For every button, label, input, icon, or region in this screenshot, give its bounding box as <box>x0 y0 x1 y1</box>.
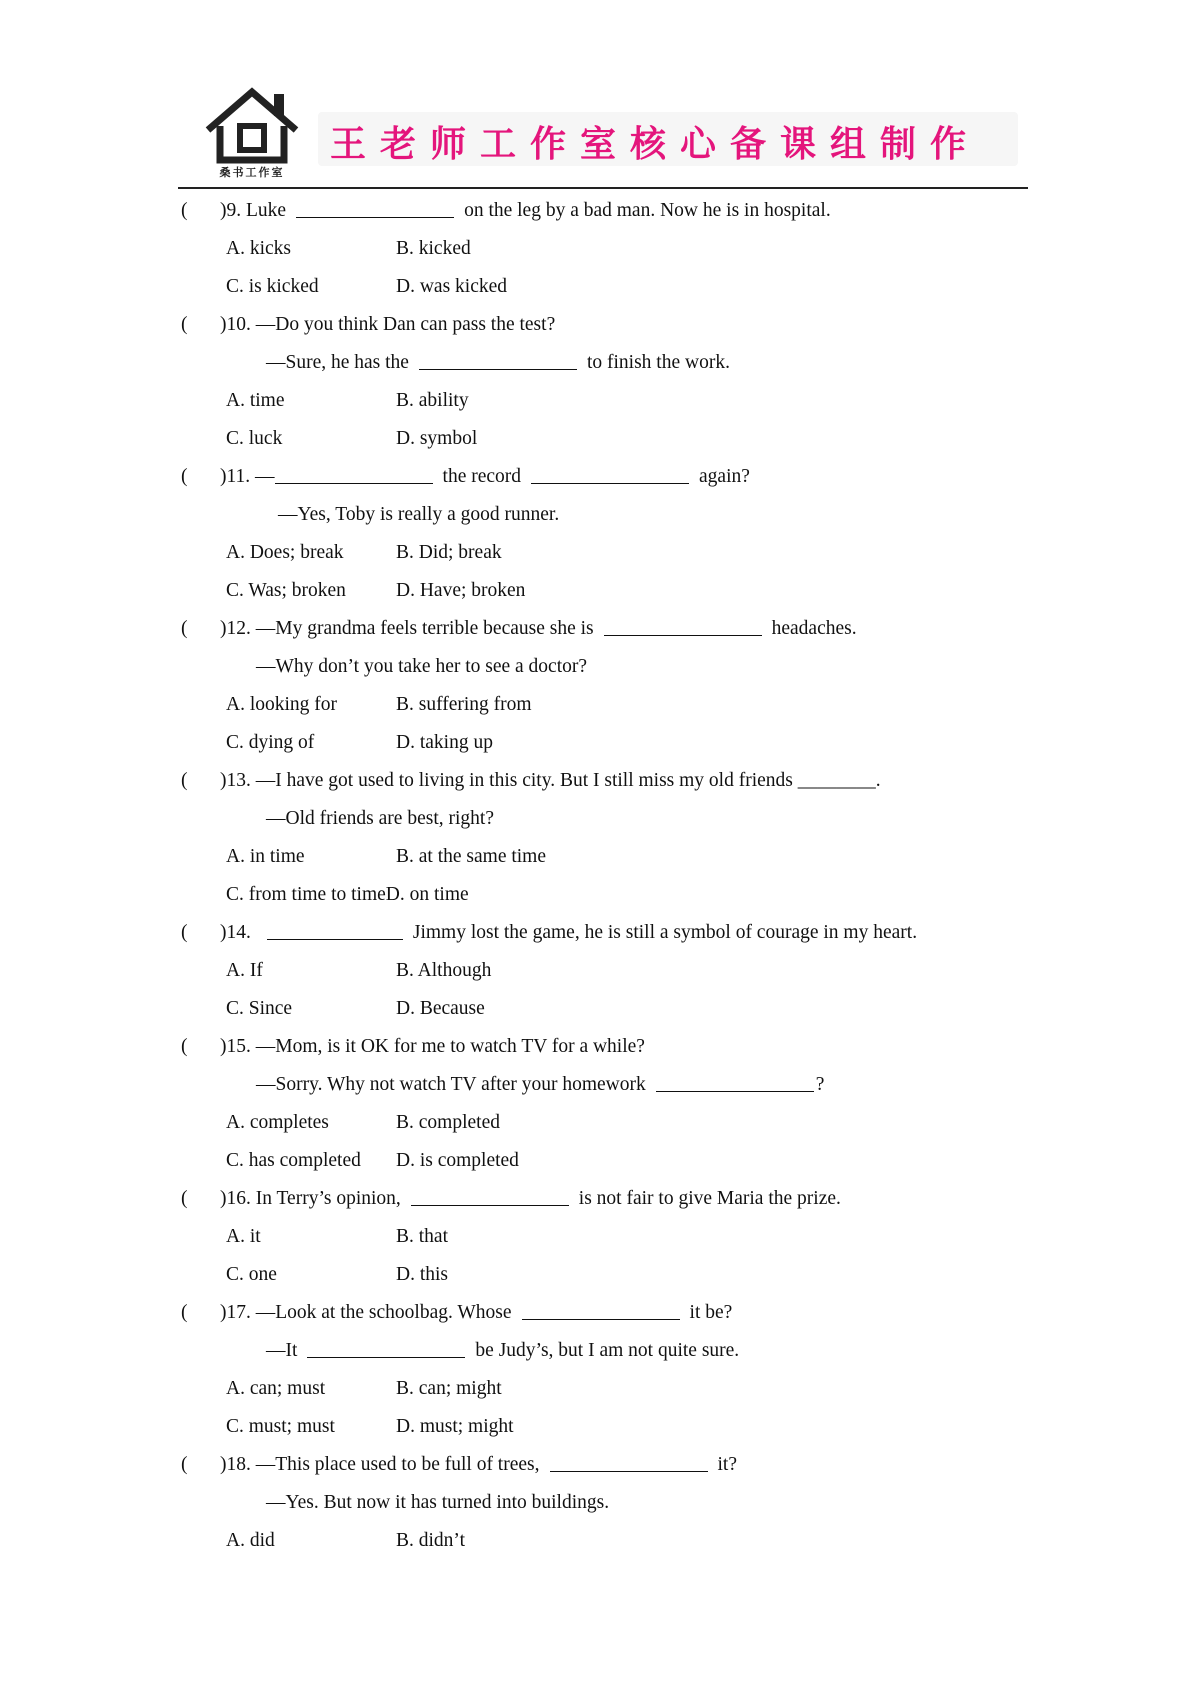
answer-blank <box>307 1357 465 1358</box>
answer-blank <box>411 1205 569 1206</box>
question-list <box>0 192 1200 1560</box>
option-a: A. time <box>226 390 285 411</box>
question-text: )14. <box>220 922 251 943</box>
answer-blank <box>267 939 403 940</box>
options-row <box>0 420 1200 458</box>
option-a: A. looking for <box>226 694 338 715</box>
option-c: C. Since <box>226 998 293 1019</box>
options-row <box>0 990 1200 1028</box>
option-d: D. is completed <box>396 1150 519 1171</box>
option-c-d: C. from time to timeD. on time <box>226 884 469 905</box>
option-a: A. kicks <box>226 238 291 259</box>
question-text: )18. —This place used to be full of trees, <box>220 1454 540 1475</box>
question-16 <box>0 1180 1200 1218</box>
option-d: D. taking up <box>396 732 493 753</box>
options-row <box>0 724 1200 762</box>
reply-text: —Why don’t you take her to see a doctor? <box>256 656 588 677</box>
option-b: B. completed <box>396 1112 500 1133</box>
question-text: )9. Luke <box>220 200 287 221</box>
options-row <box>0 572 1200 610</box>
options-row <box>0 1370 1200 1408</box>
question-18 <box>0 1446 1200 1484</box>
option-b: B. at the same time <box>396 846 547 867</box>
answer-paren: ( <box>181 200 188 221</box>
option-d: D. this <box>396 1264 449 1285</box>
reply-text: —Yes, Toby is really a good runner. <box>278 504 560 525</box>
header-rule <box>178 187 1028 189</box>
option-a: A. completes <box>226 1112 329 1133</box>
question-text: )17. —Look at the schoolbag. Whose <box>220 1302 512 1323</box>
answer-paren: ( <box>181 1188 188 1209</box>
question-text: again? <box>699 466 750 487</box>
option-d: D. symbol <box>396 428 478 449</box>
question-12 <box>0 610 1200 648</box>
reply-text: —Sorry. Why not watch TV after your homework <box>256 1074 646 1095</box>
question-text: )12. —My grandma feels terrible because she is <box>220 618 594 639</box>
option-b: B. ability <box>396 390 469 411</box>
option-c: C. luck <box>226 428 283 449</box>
options-row <box>0 534 1200 572</box>
options-row <box>0 952 1200 990</box>
answer-paren: ( <box>181 770 188 791</box>
question-text: is not fair to give Maria the prize. <box>578 1188 841 1209</box>
option-a: A. it <box>226 1226 261 1247</box>
option-c: C. Was; broken <box>226 580 346 601</box>
reply-line <box>0 1484 1200 1522</box>
reply-line <box>0 1066 1200 1104</box>
question-11 <box>0 458 1200 496</box>
reply-text: ? <box>815 1074 825 1095</box>
options-row <box>0 1522 1200 1560</box>
option-d: D. Because <box>396 998 485 1019</box>
options-row <box>0 1218 1200 1256</box>
options-row <box>0 876 1200 914</box>
option-b: B. suffering from <box>396 694 532 715</box>
question-text: it be? <box>689 1302 733 1323</box>
option-b: B. Did; break <box>396 542 502 563</box>
option-c: C. one <box>226 1264 277 1285</box>
reply-text: —It <box>266 1340 298 1361</box>
options-row <box>0 268 1200 306</box>
option-b: B. kicked <box>396 238 471 259</box>
reply-line <box>0 496 1200 534</box>
logo-caption: 桑书工作室 <box>219 166 285 179</box>
option-b: B. that <box>396 1226 448 1247</box>
answer-blank <box>296 217 454 218</box>
answer-blank <box>531 483 689 484</box>
reply-line <box>0 800 1200 838</box>
page-header <box>180 86 1028 188</box>
answer-paren: ( <box>181 1302 188 1323</box>
answer-paren: ( <box>181 618 188 639</box>
answer-blank <box>275 483 433 484</box>
answer-blank <box>550 1471 708 1472</box>
option-d: D. was kicked <box>396 276 508 297</box>
answer-paren: ( <box>181 1036 188 1057</box>
answer-blank <box>604 635 762 636</box>
option-b: B. Although <box>396 960 492 981</box>
answer-paren: ( <box>181 314 188 335</box>
question-text: the record <box>442 466 522 487</box>
question-text: headaches. <box>771 618 857 639</box>
answer-blank <box>656 1091 814 1092</box>
question-text: on the leg by a bad man. Now he is in hospital. <box>464 200 831 221</box>
question-13 <box>0 762 1200 800</box>
answer-blank <box>522 1319 680 1320</box>
reply-text: be Judy’s, but I am not quite sure. <box>475 1340 740 1361</box>
answer-paren: ( <box>181 466 188 487</box>
question-text: Jimmy lost the game, he is still a symbol of courage in my heart. <box>412 922 918 943</box>
option-d: D. must; might <box>396 1416 514 1437</box>
question-text: )16. In Terry’s opinion, <box>220 1188 401 1209</box>
answer-paren: ( <box>181 1454 188 1475</box>
question-14 <box>0 914 1200 952</box>
option-c: C. has completed <box>226 1150 361 1171</box>
question-text: )10. —Do you think Dan can pass the test? <box>220 314 556 335</box>
banner-title: 王老师工作室核心备课组制作 <box>330 124 981 165</box>
question-text: )11. — <box>220 466 275 487</box>
reply-line <box>0 1332 1200 1370</box>
option-a: A. in time <box>226 846 305 867</box>
option-a: A. can; must <box>226 1378 326 1399</box>
option-c: C. dying of <box>226 732 315 753</box>
question-17 <box>0 1294 1200 1332</box>
options-row <box>0 1256 1200 1294</box>
reply-line <box>0 344 1200 382</box>
reply-text: —Sure, he has the <box>266 352 409 373</box>
question-text: )13. —I have got used to living in this city. But I still miss my old friends ________. <box>220 770 881 791</box>
question-text: it? <box>717 1454 737 1475</box>
options-row <box>0 1104 1200 1142</box>
question-9 <box>0 192 1200 230</box>
option-d: D. Have; broken <box>396 580 526 601</box>
option-a: A. Does; break <box>226 542 344 563</box>
options-row <box>0 1408 1200 1446</box>
question-text: )15. —Mom, is it OK for me to watch TV for a while? <box>220 1036 645 1057</box>
option-b: B. didn’t <box>396 1530 465 1551</box>
reply-text: —Old friends are best, right? <box>266 808 494 829</box>
reply-text: —Yes. But now it has turned into buildings. <box>266 1492 610 1513</box>
answer-paren: ( <box>181 922 188 943</box>
answer-blank <box>419 369 577 370</box>
option-a: A. If <box>226 960 263 981</box>
options-row <box>0 838 1200 876</box>
question-10 <box>0 306 1200 344</box>
option-a: A. did <box>226 1530 275 1551</box>
option-c: C. must; must <box>226 1416 335 1437</box>
question-15 <box>0 1028 1200 1066</box>
reply-text: to finish the work. <box>586 352 730 373</box>
options-row <box>0 230 1200 268</box>
options-row <box>0 382 1200 420</box>
options-row <box>0 686 1200 724</box>
reply-line <box>0 648 1200 686</box>
options-row <box>0 1142 1200 1180</box>
option-c: C. is kicked <box>226 276 319 297</box>
option-b: B. can; might <box>396 1378 502 1399</box>
